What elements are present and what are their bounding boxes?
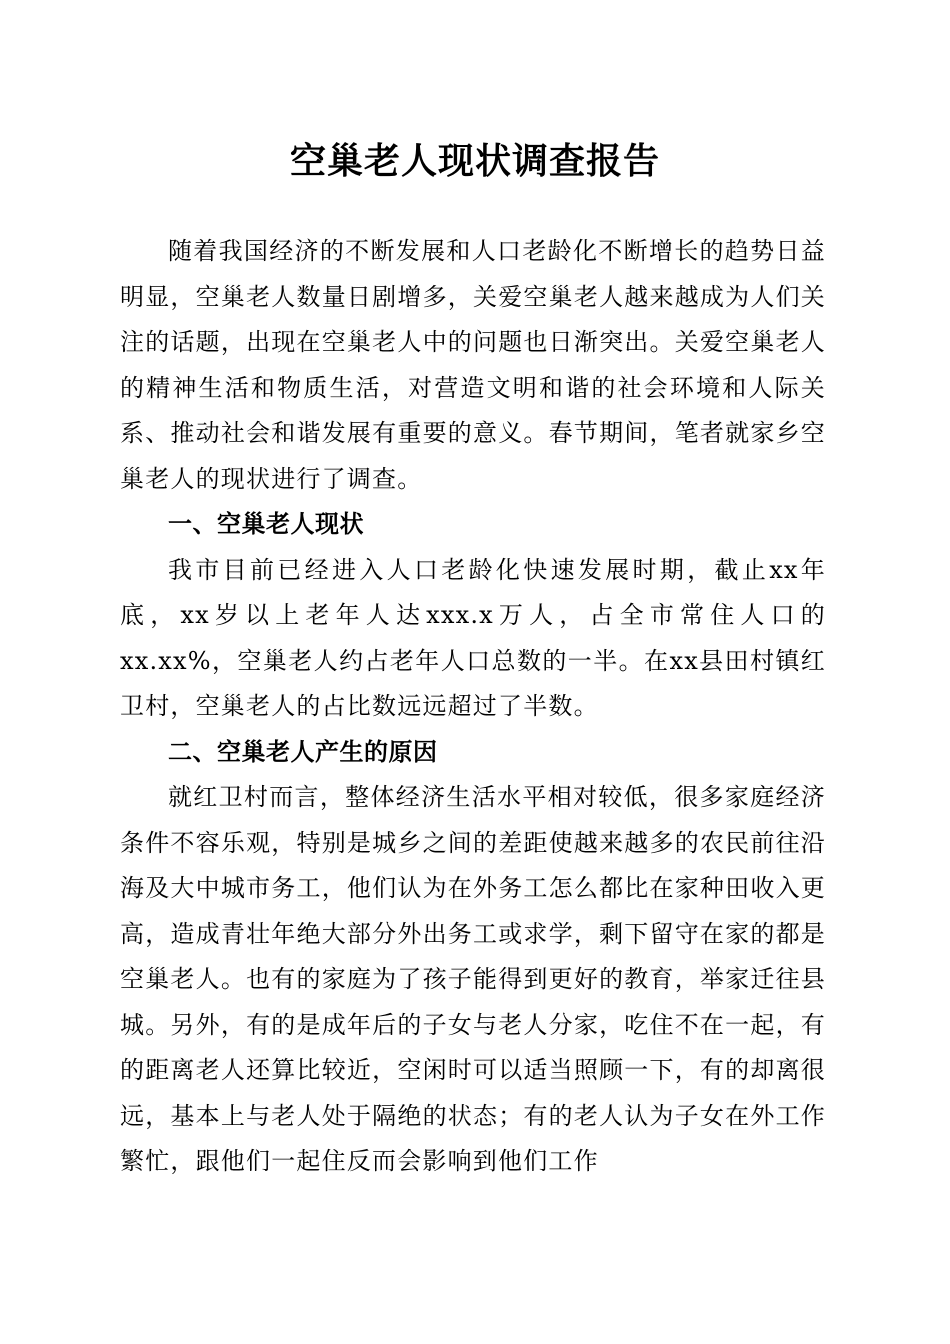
document-body bbox=[120, 229, 826, 1185]
section-heading-current-status: 一、空巢老人现状 bbox=[168, 510, 364, 538]
intro-paragraph: 随着我国经济的不断发展和人口老龄化不断增长的趋势日益明显，空巢老人数量日剧增多，关爱空巢老人越来越成为人们关注的话题，出现在空巢老人中的问题也日渐突出。关爱空巢老人的精神生活和物质生活，对营造文明和谐的社会环境和人际关系、推动社会和谐发展有重要的意义。春节期间，笔者就家乡空巢老人的现状进行了调查。 bbox=[120, 237, 826, 493]
current-status-paragraph: 我市目前已经进入人口老龄化快速发展时期，截止xx年底，xx岁以上老年人达xxx.x万人，占全市常住人口的xx.xx%，空巢老人约占老年人口总数的一半。在xx县田村镇红卫村，空巢老人的占比数远远超过了半数。 bbox=[120, 555, 826, 720]
causes-paragraph: 就红卫村而言，整体经济生活水平相对较低，很多家庭经济条件不容乐观，特别是城乡之间的差距使越来越多的农民前往沿海及大中城市务工，他们认为在外务工怎么都比在家种田收入更高，造成青壮年绝大部分外出务工或求学，剩下留守在家的都是空巢老人。也有的家庭为了孩子能得到更好的教育，举家迁往县城。另外，有的是成年后的子女与老人分家，吃住不在一起，有的距离老人还算比较近，空闲时可以适当照顾一下，有的却离很远，基本上与老人处于隔绝的状态；有的老人认为子女在外工作繁忙，跟他们一起住反而会影响到他们工作 bbox=[120, 783, 826, 1175]
section-heading-causes: 二、空巢老人产生的原因 bbox=[168, 737, 438, 766]
document-title: 空巢老人现状调查报告 bbox=[289, 140, 660, 182]
